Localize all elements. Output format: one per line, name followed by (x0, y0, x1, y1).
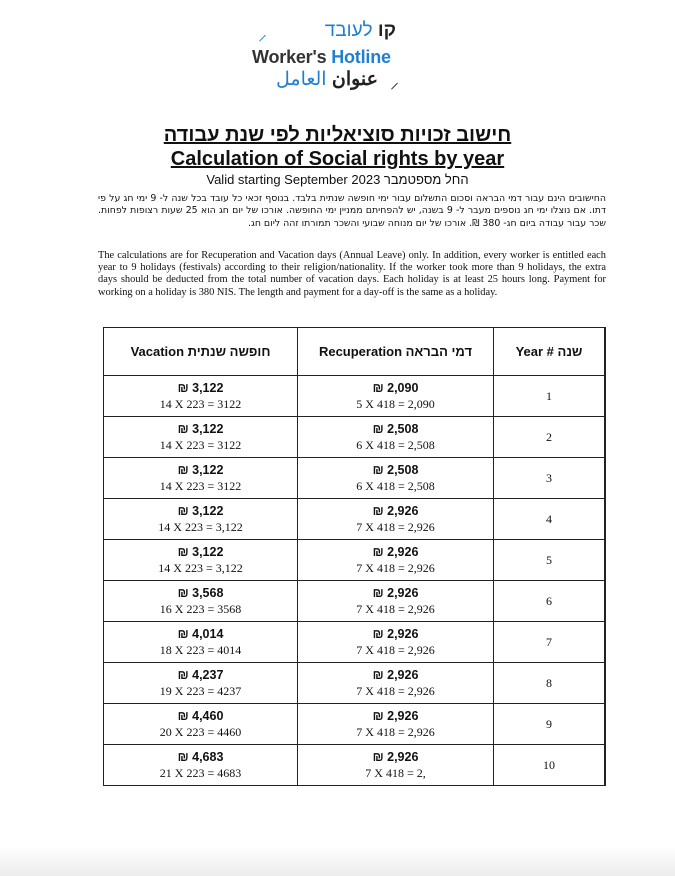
year-cell: 3 (494, 458, 606, 499)
recuperation-calculation: 7 X 418 = 2,926 (356, 643, 435, 657)
year-cell: 7 (494, 622, 606, 663)
recuperation-amount: ₪ 2,926 (372, 709, 419, 723)
logo-arabic-word2: العامل (276, 69, 327, 90)
table-row (104, 663, 606, 704)
year-cell: 2 (494, 417, 606, 458)
vacation-amount: ₪ 3,122 (177, 463, 224, 477)
vacation-cell (104, 458, 298, 499)
rights-table (103, 327, 606, 786)
logo-arabic-text (276, 68, 378, 91)
table-row (104, 540, 606, 581)
recuperation-calculation: 7 X 418 = 2,926 (356, 602, 435, 616)
table-row (104, 745, 606, 786)
year-cell: 5 (494, 540, 606, 581)
paragraph-hebrew: החישובים הינם עבור דמי הבראה וסכום התשלום עבור ימי חופשה שנתית בלבד. בנוסף זכאי כל עובד בכל שנה ל- 9 ימי חג על פי דתו. אם נוצלו ימי חג נוספים מעבר ל- 9 בשנה, יש להפחיתם ממניין ימי החופשה. אורכו של יום חג הוא 25 שעות רצופות לפחות. שכר עבור עבודה ביום חג- 380 ₪. אורכו של יום מנוחה שבועי והשכר תמורתו זהה ליום חג. (98, 193, 606, 229)
vacation-cell (104, 704, 298, 745)
year-cell: 4 (494, 499, 606, 540)
table-row (104, 376, 606, 417)
vacation-cell (104, 376, 298, 417)
recuperation-cell (298, 376, 494, 417)
logo-hebrew-prefix: קו (377, 20, 396, 41)
vacation-calculation: 21 X 223 = 4683 (159, 766, 242, 780)
logo-english-word1: Worker's (252, 47, 327, 67)
vacation-amount: ₪ 3,122 (177, 381, 224, 395)
vacation-calculation: 18 X 223 = 4014 (159, 643, 242, 657)
recuperation-calculation: 6 X 418 = 2,508 (356, 438, 435, 452)
recuperation-amount: ₪ 2,508 (372, 422, 419, 436)
recuperation-cell (298, 458, 494, 499)
vacation-amount: ₪ 4,014 (177, 627, 224, 641)
logo-hebrew-name: לעובד (324, 20, 373, 41)
recuperation-cell (298, 745, 494, 786)
recuperation-calculation: 5 X 418 = 2,090 (356, 397, 435, 411)
table-row (104, 458, 606, 499)
logo-slash-mark-2: ⸝ (390, 72, 399, 92)
header-year: Year # שנה (494, 328, 606, 376)
recuperation-calculation: 7 X 418 = 2, (365, 766, 426, 780)
vacation-cell (104, 499, 298, 540)
recuperation-amount: ₪ 2,508 (372, 463, 419, 477)
vacation-cell (104, 622, 298, 663)
vacation-cell (104, 417, 298, 458)
logo-hebrew-text (325, 20, 396, 42)
vacation-calculation: 20 X 223 = 4460 (159, 725, 242, 739)
logo-arabic-word1: عنوان (331, 69, 378, 90)
recuperation-amount: ₪ 2,926 (372, 627, 419, 641)
vacation-amount: ₪ 3,122 (177, 504, 224, 518)
year-cell: 1 (494, 376, 606, 417)
recuperation-amount: ₪ 2,926 (372, 668, 419, 682)
recuperation-calculation: 6 X 418 = 2,508 (356, 479, 435, 493)
recuperation-amount: ₪ 2,926 (372, 750, 419, 764)
table-row (104, 499, 606, 540)
recuperation-amount: ₪ 2,090 (372, 381, 419, 395)
logo-english-word2: Hotline (331, 47, 391, 67)
table-row (104, 622, 606, 663)
table-row (104, 417, 606, 458)
recuperation-cell (298, 663, 494, 704)
recuperation-calculation: 7 X 418 = 2,926 (356, 684, 435, 698)
logo-english-text (252, 47, 391, 68)
vacation-amount: ₪ 4,683 (177, 750, 224, 764)
vacation-calculation: 14 X 223 = 3,122 (158, 561, 243, 575)
recuperation-cell (298, 622, 494, 663)
vacation-amount: ₪ 4,460 (177, 709, 224, 723)
vacation-calculation: 19 X 223 = 4237 (159, 684, 242, 698)
year-cell: 8 (494, 663, 606, 704)
vacation-calculation: 14 X 223 = 3122 (159, 479, 242, 493)
workers-hotline-logo (250, 20, 410, 92)
year-cell: 6 (494, 581, 606, 622)
recuperation-amount: ₪ 2,926 (372, 586, 419, 600)
vacation-cell (104, 745, 298, 786)
title-english: Calculation of Social rights by year (170, 148, 505, 170)
valid-from-note: Valid starting September 2023 החל מספטמבר (206, 172, 469, 187)
recuperation-cell (298, 704, 494, 745)
vacation-calculation: 14 X 223 = 3,122 (158, 520, 243, 534)
header-vacation: Vacation חופשה שנתית (104, 328, 298, 376)
table-row (104, 581, 606, 622)
recuperation-cell (298, 540, 494, 581)
recuperation-calculation: 7 X 418 = 2,926 (356, 725, 435, 739)
paragraph-english: The calculations are for Recuperation and Vacation days (Annual Leave) only. In addition, every worker is entitled each year to 9 holidays (festivals) according to their religion/nationality. If the worker took more than 9 holidays, the extra days should be deducted from the total number of vacation days. Each holiday is at least 25 hours long. Payment for working on a holiday is 380 NIS. The length and payment for a day-off is the same as a holiday. (98, 250, 606, 298)
vacation-amount: ₪ 4,237 (177, 668, 224, 682)
logo-slash-mark: ⸝ (258, 24, 267, 44)
recuperation-cell (298, 499, 494, 540)
vacation-cell (104, 540, 298, 581)
recuperation-amount: ₪ 2,926 (372, 504, 419, 518)
vacation-calculation: 14 X 223 = 3122 (159, 397, 242, 411)
page-bottom-shadow (0, 846, 675, 876)
title-hebrew: חישוב זכויות סוציאליות לפי שנת עבודה (163, 124, 512, 146)
recuperation-calculation: 7 X 418 = 2,926 (356, 520, 435, 534)
recuperation-amount: ₪ 2,926 (372, 545, 419, 559)
vacation-calculation: 16 X 223 = 3568 (159, 602, 242, 616)
vacation-amount: ₪ 3,122 (177, 422, 224, 436)
table-row (104, 704, 606, 745)
recuperation-cell (298, 417, 494, 458)
header-recuperation: Recuperation דמי הבראה (298, 328, 494, 376)
year-cell: 9 (494, 704, 606, 745)
vacation-cell (104, 663, 298, 704)
year-cell: 10 (494, 745, 606, 786)
vacation-calculation: 14 X 223 = 3122 (159, 438, 242, 452)
table-body (104, 376, 606, 786)
recuperation-cell (298, 581, 494, 622)
vacation-cell (104, 581, 298, 622)
vacation-amount: ₪ 3,122 (177, 545, 224, 559)
vacation-amount: ₪ 3,568 (177, 586, 224, 600)
recuperation-calculation: 7 X 418 = 2,926 (356, 561, 435, 575)
table-header-row (104, 328, 606, 376)
